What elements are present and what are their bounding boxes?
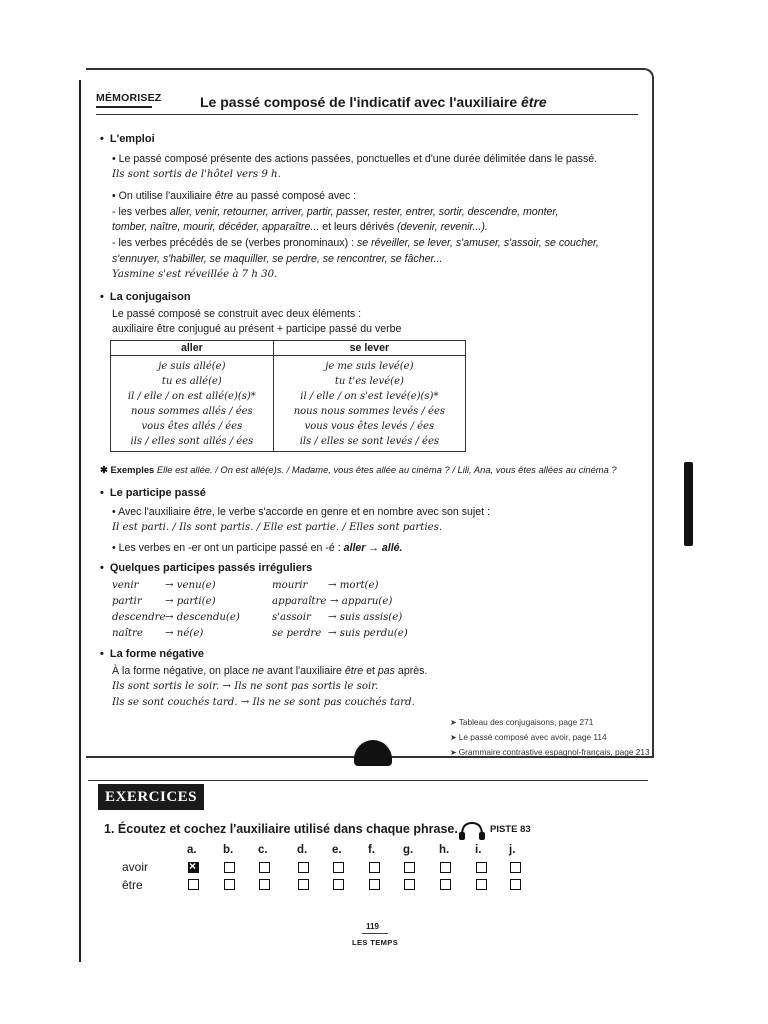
chapter-title: LES TEMPS <box>352 938 399 947</box>
negative-line1: À la forme négative, on place ne avant l'auxiliaire être et pas après. <box>112 665 428 677</box>
irregular-verb: partir <box>112 596 142 607</box>
irregular-pp: → descendu(e) <box>165 612 240 623</box>
conjugation-table <box>110 340 466 452</box>
checkbox-etre[interactable] <box>440 879 451 890</box>
column-letter: e. <box>332 844 342 856</box>
se-lever-form: vous vous êtes levés / ées <box>304 421 435 432</box>
conjugaison-line1: Le passé composé se construit avec deux éléments : <box>112 308 362 320</box>
reference-link[interactable]: ➤ Le passé composé avec avoir, page 114 <box>450 730 650 745</box>
irregular-pp: → venu(e) <box>165 580 216 591</box>
section-emploi-heading: • L'emploi <box>100 133 155 145</box>
emploi-verbs-line: - les verbes aller, venir, retourner, arriver, partir, passer, rester, entrer, sortir, descendre, monter, <box>112 206 559 218</box>
irregular-pp: → suis perdu(e) <box>328 628 408 639</box>
column-letter: i. <box>475 844 482 856</box>
binding-mark <box>684 462 693 546</box>
checkbox-avoir[interactable] <box>440 862 451 873</box>
se-lever-form: ils / elles se sont levés / ées <box>299 436 440 447</box>
checkbox-etre[interactable] <box>476 879 487 890</box>
column-letter: b. <box>223 844 234 856</box>
references <box>450 715 650 760</box>
checkbox-etre[interactable] <box>404 879 415 890</box>
lesson-title: Le passé composé de l'indicatif avec l'auxiliaire être <box>200 94 547 110</box>
checkbox-avoir[interactable] <box>404 862 415 873</box>
memorisez-tag-underline <box>96 106 152 108</box>
emploi-pron-line: - les verbes précédés de se (verbes pronominaux) : se réveiller, se lever, s'amuser, s'assoir, se coucher, <box>112 237 599 249</box>
irregular-verb: s'assoir <box>272 612 311 623</box>
emploi-line2: • On utilise l'auxiliaire être au passé composé avec : <box>112 190 357 202</box>
checkbox-etre[interactable] <box>369 879 380 890</box>
column-letter: c. <box>258 844 268 856</box>
negative-example2: Ils se sont couchés tard. → Ils ne se sont pas couchés tard. <box>112 697 415 708</box>
aller-form: vous êtes allés / ées <box>141 421 243 432</box>
negative-example1: Ils sont sortis le soir. → Ils ne sont pas sortis le soir. <box>112 681 379 692</box>
irregular-pp: → parti(e) <box>165 596 216 607</box>
headphones-icon <box>458 821 486 841</box>
checkbox-etre[interactable] <box>298 879 309 890</box>
checkbox-etre[interactable] <box>510 879 521 890</box>
checkbox-etre[interactable] <box>333 879 344 890</box>
aller-form: ils / elles sont allés / ées <box>130 436 254 447</box>
audio-track-label[interactable]: PISTE 83 <box>490 824 531 835</box>
emploi-line1: • Le passé composé présente des actions passées, ponctuelles et d'une durée délimitée dans le passé. <box>112 153 598 165</box>
exercise-1-question: 1. Écoutez et cochez l'auxiliaire utilisé dans chaque phrase. <box>104 822 458 836</box>
reference-link[interactable]: ➤ Grammaire contrastive espagnol-français, page 213 <box>450 745 650 760</box>
reference-link[interactable]: ➤ Tableau des conjugaisons, page 271 <box>450 715 650 730</box>
column-letter: j. <box>509 844 516 856</box>
column-letter: a. <box>187 844 197 856</box>
emploi-example1: Ils sont sortis de l'hôtel vers 9 h. <box>112 169 281 180</box>
checkbox-avoir[interactable] <box>333 862 344 873</box>
checkbox-etre[interactable] <box>224 879 235 890</box>
checkbox-etre[interactable] <box>259 879 270 890</box>
row-label-etre: être <box>122 878 143 892</box>
conjugation-aller-cell <box>111 356 274 452</box>
conjugation-col-aller: aller <box>111 341 274 356</box>
column-letter: g. <box>403 844 414 856</box>
conjugation-col-se-lever: se lever <box>273 341 465 356</box>
se-lever-form: je me suis levé(e) <box>325 361 414 372</box>
participe-line2: • Les verbes en -er ont un participe passé en -é : aller → allé. <box>112 542 403 554</box>
emploi-pron-line2: s'ennuyer, s'habiller, se maquiller, se perdre, se rencontrer, se fâcher... <box>112 253 443 265</box>
irregular-verb: apparaître <box>272 596 327 607</box>
irregular-verb: naître <box>112 628 143 639</box>
participe-example1: Il est parti. / Ils sont partis. / Elle est partie. / Elles sont parties. <box>112 522 443 533</box>
column-letter: h. <box>439 844 450 856</box>
checkbox-avoir[interactable] <box>188 862 199 873</box>
se-lever-form: tu t'es levé(e) <box>334 376 404 387</box>
aller-form: il / elle / on est allé(e)(s)* <box>127 391 256 402</box>
section-conjugaison-heading: • La conjugaison <box>100 291 191 303</box>
row-label-avoir: avoir <box>122 860 149 874</box>
irregular-verb: venir <box>112 580 139 591</box>
exemples-line: ✱ Exemples Elle est allée. / On est allé(e)s. / Madame, vous êtes allée au cinéma ? / Lili, Ana, vous êtes allées au cinéma ? <box>100 464 617 475</box>
checkbox-avoir[interactable] <box>369 862 380 873</box>
conjugation-se-lever-cell <box>273 356 465 452</box>
column-letter: d. <box>297 844 308 856</box>
section-negative-heading: • La forme négative <box>100 648 204 660</box>
irregular-pp: → mort(e) <box>328 580 379 591</box>
page-left-edge <box>79 80 81 962</box>
column-letter: f. <box>368 844 376 856</box>
exercices-label: EXERCICES <box>98 784 204 810</box>
checkbox-avoir[interactable] <box>510 862 521 873</box>
checkbox-avoir[interactable] <box>224 862 235 873</box>
irregular-verb: descendre <box>112 612 166 623</box>
page-number-rule <box>362 933 388 934</box>
se-lever-form: il / elle / on s'est levé(e)(s)* <box>300 391 439 402</box>
section-irreguliers-heading: • Quelques participes passés irréguliers <box>100 562 312 574</box>
aller-form: nous sommes allés / ées <box>131 406 253 417</box>
memorisez-tag: MÉMORISEZ <box>96 92 162 104</box>
se-lever-form: nous nous sommes levés / ées <box>293 406 445 417</box>
aller-form: je suis allé(e) <box>158 361 226 372</box>
emploi-verbs-line2: tomber, naître, mourir, décéder, apparaître... et leurs dérivés (devenir, revenir...). <box>112 221 488 233</box>
aller-form: tu es allé(e) <box>161 376 222 387</box>
checkbox-avoir[interactable] <box>259 862 270 873</box>
conjugaison-line2: auxiliaire être conjugué au présent + participe passé du verbe <box>112 323 402 335</box>
section-participe-heading: • Le participe passé <box>100 487 206 499</box>
page-number: 119 <box>366 922 379 931</box>
participe-line1: • Avec l'auxiliaire être, le verbe s'accorde en genre et en nombre avec son sujet : <box>112 506 490 518</box>
checkbox-avoir[interactable] <box>476 862 487 873</box>
checkbox-avoir[interactable] <box>298 862 309 873</box>
irregular-pp: → suis assis(e) <box>328 612 403 623</box>
irregular-pp: → apparu(e) <box>330 596 393 607</box>
irregular-verb: se perdre <box>272 628 322 639</box>
emploi-example2: Yasmine s'est réveillée à 7 h 30. <box>112 269 278 280</box>
checkbox-etre[interactable] <box>188 879 199 890</box>
irregular-pp: → né(e) <box>165 628 204 639</box>
irregular-verb: mourir <box>272 580 308 591</box>
title-rule <box>96 114 638 115</box>
